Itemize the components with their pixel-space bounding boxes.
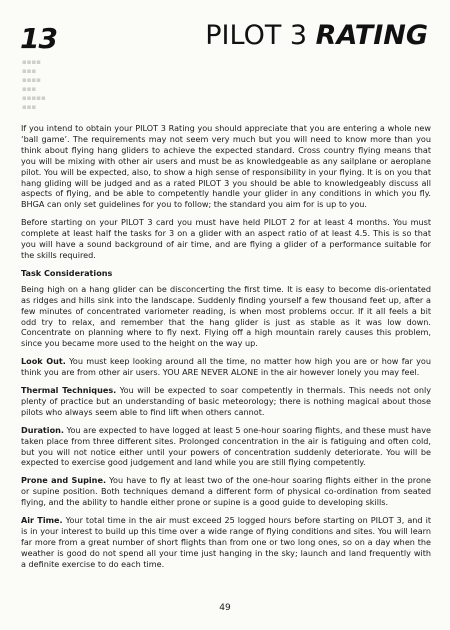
air-time-lead: Air Time. — [21, 515, 63, 526]
page-number: 49 — [219, 603, 231, 613]
prone-supine-text: You have to fly at least two of the one-hour soaring flights either in the prone or supine position. Both techniques demand a different form of physical co-ordination from seated flying, and the ability to handle either prone or supine is a good guide to developing skills. — [21, 475, 431, 508]
air-time-text: Your total time in the air must exceed 25 logged hours before starting on PILOT 3, and it is in your interest to build up this time over a wide range of flying conditions and sites. You will learn far more from a great number of short flights than from one or two long ones, so on a day when the weather is good do not spend all your time just hanging in the sky; launch and land frequently with a definite exercise to do each time. — [21, 515, 431, 569]
duration-lead: Duration. — [21, 424, 64, 435]
look-out-lead: Look Out. — [21, 356, 66, 367]
bleed-through-text: ▪▪▪▪ ▪▪▪ ▪▪▪▪ ▪▪▪ ▪▪▪▪▪ ▪▪▪ — [22, 58, 46, 111]
thermal-lead: Thermal Techniques. — [21, 385, 117, 396]
duration-paragraph — [21, 425, 431, 469]
thermal-paragraph — [21, 385, 431, 418]
thermal-text: You will be expected to soar competently in thermals. This needs not only plenty of practice but an understanding of basic meteorology; there is nothing magical about those pilots who always seem able to find lift when others cannot. — [21, 385, 431, 417]
chapter-number: 13 — [20, 22, 57, 55]
air-time-paragraph — [21, 515, 431, 570]
page-title-emphasis: RATING — [315, 20, 428, 51]
prone-supine-lead: Prone and Supine. — [21, 475, 107, 486]
duration-text: You are expected to have logged at least 5 one-hour soaring flights, and these must have taken place from three different sites. Prolonged concentration in the air is fatiguing and often cold, but you will not notice either until your powers of concentration suddenly deteriorate. You will be expected to exercise good judgement and land while you are still flying competently. — [21, 424, 431, 468]
look-out-text: You must keep looking around all the time, no matter how high you are or how far you think you are from other air users. YOU ARE NEVER ALONE in the air however lonely you may feel. — [21, 356, 431, 378]
section-heading: Task Considerations — [21, 267, 113, 278]
body-text — [21, 123, 431, 577]
intro-paragraph: If you intend to obtain your PILOT 3 Rating you should appreciate that you are entering a whole new ‘ball game’. The requirements may not seem very much but you will need to know more than you think about flying hang gliders to achieve the expected standard. Cross country flying means that you will be mixing with other air users and must be as knowledgeable as any sailplane or aeroplane pilot. You will be expected, also, to show a high sense of responsibility in your flying. It is on you that hang gliding will be judged and as a rated PILOT 3 you should be able to knowledgeably discuss all aspects of flying, and be able to competently handle your glider in any conditions in which you fly. BHGA can only set guidelines for you to follow; the standard you aim for is up to you. — [21, 123, 431, 210]
being-high-paragraph: Being high on a hang glider can be disconcerting the first time. It is easy to become dis-orientated as ridges and hills sink into the landscape. Suddenly finding yourself a few thousand feet up, after a few minutes of concentrated variometer reading, is when most problems occur. If it all feels a bit odd try to relax, and remember that the hang glider is just as stable as it was low down. Concentrate on planning where to fly next. Flying off a high mountain rarely causes this problem, since you became more used to the height on the way up. — [21, 283, 431, 349]
prerequisite-paragraph: Before starting on your PILOT 3 card you must have held PILOT 2 for at least 4 months. You must complete at least half the tasks for 3 on a glider with an aspect ratio of at least 4.5. This is so that you will have a sound background of air time, and are flying a glider of a performance suitable for the skills required. — [21, 217, 431, 260]
page-title — [205, 20, 428, 51]
prone-supine-paragraph — [21, 475, 431, 508]
page-title-plain: PILOT 3 — [205, 20, 316, 51]
look-out-paragraph — [21, 356, 431, 378]
